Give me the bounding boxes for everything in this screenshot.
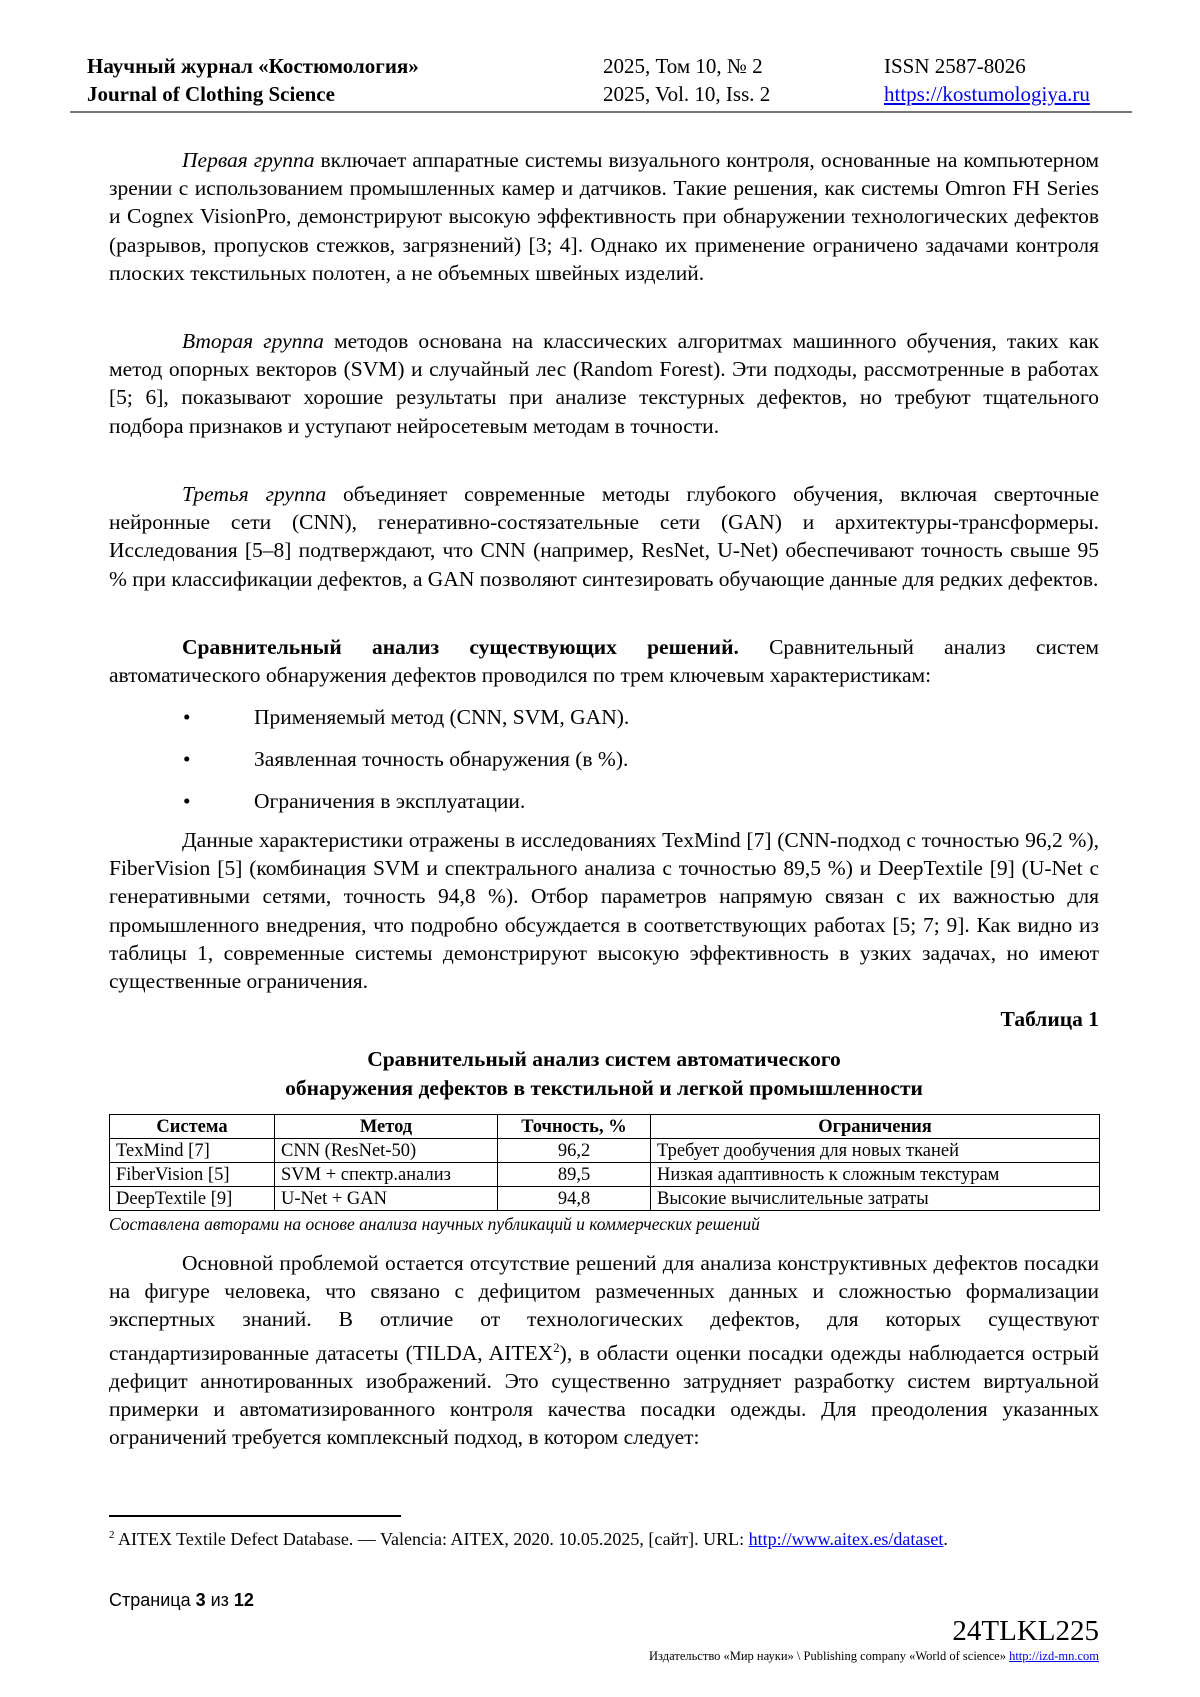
table-caption: Составлена авторами на основе анализа научных публикаций и коммерческих решений — [109, 1214, 760, 1234]
journal-title — [87, 52, 419, 108]
footnote-end: . — [943, 1529, 948, 1549]
comparison-table — [109, 1114, 1100, 1211]
current-page: 3 — [195, 1590, 206, 1610]
paragraph-characteristics: Данные характеристики отражены в исследованиях TexMind [7] (CNN-подход с точностью 96,2 %), FiberVision [5] (комбинация SVM и спектрального анализа с точностью 89,5 %) и DeepTextile [9] (U-Net с генеративными сетями, точность 94,8 %). Отбор параметров напрямую связан с их важностью для промышленного внедрения, что подробно обсуждается в соответствующих работах [5; 7; 9]. Как видно из таблицы 1, современные системы демонстрируют высокую эффективность в узких задачах, но имеют существенные ограничения. — [109, 828, 1099, 994]
paragraph-lead: Сравнительный анализ существующих решений. — [182, 635, 739, 659]
cell-accuracy: 96,2 — [498, 1139, 651, 1163]
footnote-ref[interactable]: 2 — [553, 1339, 560, 1355]
paragraph-text: Сравнительный анализ систем автоматического обнаружения дефектов проводился по трем ключевым характеристикам: — [109, 635, 1099, 688]
header-cell: Точность, % — [498, 1115, 651, 1139]
bullet-icon: • — [183, 747, 191, 771]
table-number: Таблица 1 — [1000, 1007, 1099, 1031]
article-code: 24TLKL225 — [952, 1615, 1099, 1647]
cell-method: CNN (ResNet-50) — [275, 1139, 498, 1163]
page-number — [109, 1590, 254, 1611]
header-cell: Метод — [275, 1115, 498, 1139]
page-of: из — [205, 1590, 234, 1610]
paragraph-lead: Вторая группа — [182, 329, 324, 353]
table-row — [110, 1139, 1100, 1163]
cell-limitations: Требует дообучения для новых тканей — [651, 1139, 1100, 1163]
journal-link[interactable]: https://kostumologiya.ru — [884, 82, 1090, 106]
table-title-line: Сравнительный анализ систем автоматического — [367, 1047, 841, 1071]
bullet-icon: • — [183, 705, 191, 729]
cell-limitations: Низкая адаптивность к сложным текстурам — [651, 1163, 1100, 1187]
publisher-link[interactable]: http://izd-mn.com — [1009, 1649, 1099, 1663]
paragraph-text: методов основана на классических алгоритмах машинного обучения, таких как метод опорных векторов (SVM) и случайный лес (Random Forest). Эти подходы, рассмотренные в работах [5; 6], показывают хорошие результаты при анализе текстурных дефектов, но требуют тщательного подбора признаков и уступают нейросетевым методам в точности. — [109, 329, 1099, 438]
header-cell: Ограничения — [651, 1115, 1100, 1139]
paragraph-main-problem — [109, 1249, 1099, 1452]
paragraph-text: включает аппаратные системы визуального контроля, основанные на компьютерном зрении с использованием промышленных камер и датчиков. Такие решения, как системы Omron FH Series и Cognex VisionPro, демонстрируют высокую эффективность при обнаружении технологических дефектов (разрывов, пропусков стежков, загрязнений) [3; 4]. Однако их применение ограничено задачами контроля плоских текстильных полотен, а не объемных швейных изделий. — [109, 148, 1099, 285]
issn-info — [884, 52, 1090, 108]
paragraph-text: Основной проблемой остается отсутствие решений для анализа конструктивных дефектов посадки на фигуре человека, что связано с дефицитом размеченных данных и сложностью формализации экспертных знаний. В отличие от технологических дефектов, для которых существуют стандартизированные датасеты (TILDA, AITEX — [109, 1251, 1099, 1365]
table-title — [109, 1045, 1099, 1103]
issue-info — [603, 52, 770, 108]
paragraph-comparative — [109, 633, 1099, 689]
journal-title-ru: Научный журнал «Костюмология» — [87, 54, 419, 78]
paragraph-first-group — [109, 146, 1099, 287]
header-cell: Система — [110, 1115, 275, 1139]
footnote-divider — [109, 1515, 401, 1517]
bullet-text: Применяемый метод (CNN, SVM, GAN). — [254, 705, 630, 729]
total-pages: 12 — [233, 1590, 254, 1610]
cell-accuracy: 94,8 — [498, 1187, 651, 1211]
paragraph-lead: Третья группа — [182, 482, 327, 506]
paragraph-second-group — [109, 327, 1099, 440]
cell-system: TexMind [7] — [110, 1139, 275, 1163]
footnote-mark: 2 — [109, 1529, 115, 1541]
paragraph-text: объединяет современные методы глубокого обучения, включая сверточные нейронные сети (CNN), генеративно-состязательные сети (GAN) и архитектуры-трансформеры. Исследования [5–8] подтверждают, что CNN (например, ResNet, U-Net) обеспечивают точность свыше 95 % при классификации дефектов, а GAN позволяют синтезировать обучающие данные для редких дефектов. — [109, 482, 1099, 591]
cell-limitations: Высокие вычислительные затраты — [651, 1187, 1100, 1211]
page-label: Страница — [109, 1590, 196, 1610]
footnote-text: AITEX Textile Defect Database. — Valencia: AITEX, 2020. 10.05.2025, [сайт]. URL: — [114, 1529, 749, 1549]
bullet-text: Ограничения в эксплуатации. — [254, 789, 526, 813]
cell-system: DeepTextile [9] — [110, 1187, 275, 1211]
table-header-row — [110, 1115, 1100, 1139]
footnote — [109, 1529, 948, 1550]
paragraph-third-group — [109, 480, 1099, 593]
bullet-icon: • — [183, 789, 191, 813]
table-row — [110, 1163, 1100, 1187]
issn: ISSN 2587-8026 — [884, 54, 1026, 78]
table-title-line: обнаружения дефектов в текстильной и легкой промышленности — [285, 1076, 923, 1100]
publisher-text: Издательство «Мир науки» \ Publishing company «World of science» — [649, 1649, 1010, 1663]
table-row — [110, 1187, 1100, 1211]
issue-ru: 2025, Том 10, № 2 — [603, 54, 763, 78]
cell-accuracy: 89,5 — [498, 1163, 651, 1187]
publisher-info — [649, 1649, 1099, 1664]
paragraph-lead: Первая группа — [182, 148, 315, 172]
bullet-text: Заявленная точность обнаружения (в %). — [254, 747, 629, 771]
cell-method: U-Net + GAN — [275, 1187, 498, 1211]
cell-method: SVM + спектр.анализ — [275, 1163, 498, 1187]
footnote-link[interactable]: http://www.aitex.es/dataset — [748, 1529, 944, 1549]
issue-en: 2025, Vol. 10, Iss. 2 — [603, 82, 771, 106]
cell-system: FiberVision [5] — [110, 1163, 275, 1187]
paragraph-text: ), в области оценки посадки одежды наблюдается острый дефицит аннотированных изображений. Это существенно затрудняет разработку систем виртуальной примерки и автоматизированного контроля качества посадки одежды. Для преодоления указанных ограничений требуется комплексный подход, в котором следует: — [109, 1340, 1099, 1450]
journal-title-en: Journal of Clothing Science — [87, 82, 335, 106]
header-divider — [70, 111, 1132, 113]
